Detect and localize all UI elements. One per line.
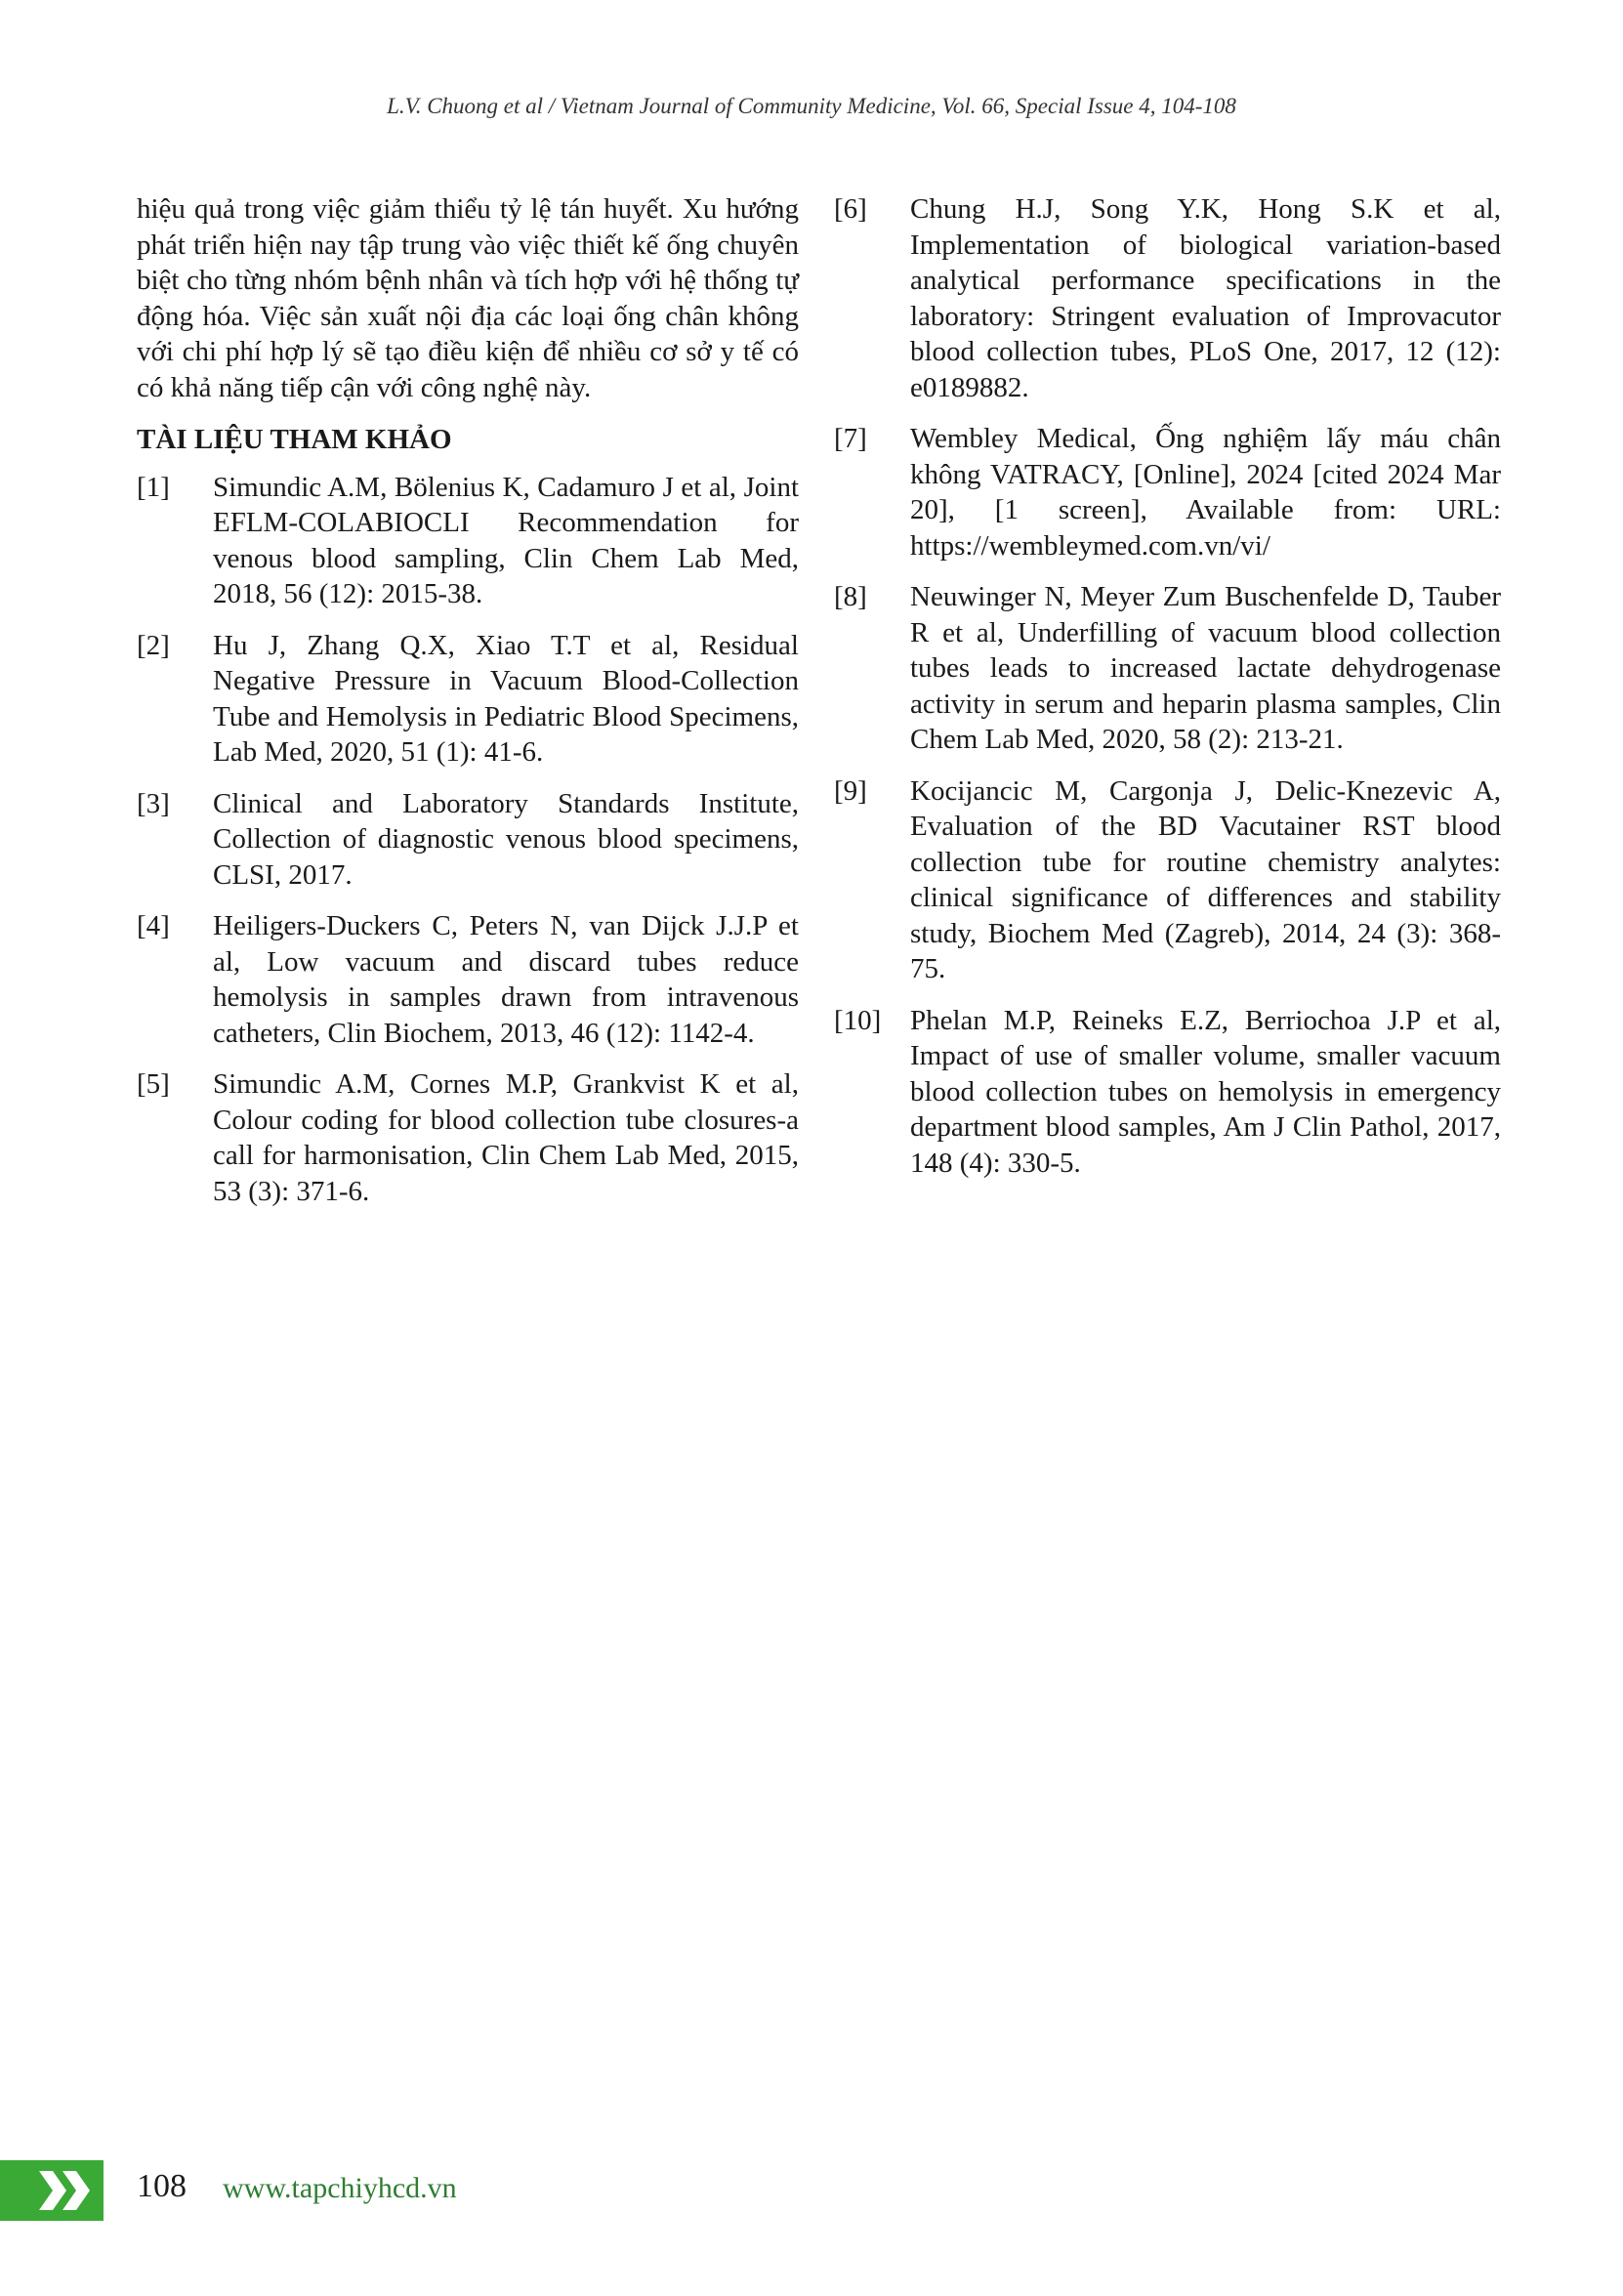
reference-item	[834, 421, 1501, 564]
reference-item	[137, 1066, 799, 1209]
footer-accent-bar	[0, 2160, 104, 2221]
reference-text: Simundic A.M, Bölenius K, Cadamuro J et al, Joint EFLM-COLABIOCLI Recommendation for venous blood sampling, Clin Chem Lab Med, 2018, 56 (12): 2015-38.	[213, 471, 799, 609]
page-number: 108	[137, 2168, 187, 2204]
double-chevron-right-icon	[37, 2169, 96, 2212]
reference-text: Hu J, Zhang Q.X, Xiao T.T et al, Residual Negative Pressure in Vacuum Blood-Collection Tube and Hemolysis in Pediatric Blood Specimens, Lab Med, 2020, 51 (1): 41-6.	[213, 629, 799, 768]
reference-item	[137, 628, 799, 771]
reference-number: [2]	[137, 629, 170, 661]
reference-text: Heiligers-Duckers C, Peters N, van Dijck J.J.P et al, Low vacuum and discard tubes reduce hemolysis in samples drawn from intravenous catheters, Clin Biochem, 2013, 46 (12): 1142-4.	[213, 910, 799, 1049]
references-heading: TÀI LIỆU THAM KHẢO	[137, 424, 452, 455]
reference-text: Chung H.J, Song Y.K, Hong S.K et al, Implementation of biological variation-based analytical performance specifications in the laboratory: Stringent evaluation of Improvacutor blood collection tubes, PLoS One, 2017, 12 (12): e0189882.	[910, 193, 1501, 403]
right-column	[834, 191, 1501, 1196]
reference-number: [8]	[834, 581, 867, 612]
reference-text: Simundic A.M, Cornes M.P, Grankvist K et al, Colour coding for blood collection tube closures-a call for harmonisation, Clin Chem Lab Med, 2015, 53 (3): 371-6.	[213, 1068, 799, 1207]
reference-number: [9]	[834, 774, 867, 807]
reference-item	[137, 908, 799, 1051]
intro-paragraph: hiệu quả trong việc giảm thiểu tỷ lệ tán huyết. Xu hướng phát triển hiện nay tập trung vào việc thiết kế ống chuyên biệt cho từng nhóm bệnh nhân và tích hợp với hệ thống tự động hóa. Việc sản xuất nội địa các loại ống chân không với chi phí hợp lý sẽ tạo điều kiện để nhiều cơ sở y tế có có khả năng tiếp cận với công nghệ này.	[137, 193, 799, 403]
reference-item	[834, 579, 1501, 758]
running-header: L.V. Chuong et al / Vietnam Journal of Community Medicine, Vol. 66, Special Issue 4, 104-108	[387, 94, 1236, 118]
reference-text: Wembley Medical, Ống nghiệm lấy máu chân không VATRACY, [Online], 2024 [cited 2024 Mar 20], [1 screen], Available from: URL: https://wembleymed.com.vn/vi/	[910, 423, 1501, 562]
reference-number: [10]	[834, 1004, 882, 1036]
journal-website-link[interactable]: www.tapchiyhcd.vn	[223, 2172, 457, 2204]
reference-number: [7]	[834, 423, 867, 454]
reference-text: Phelan M.P, Reineks E.Z, Berriochoa J.P et al, Impact of use of smaller volume, smaller vacuum blood collection tubes on hemolysis in emergency department blood samples, Am J Clin Pathol, 2017, 148 (4): 330-5.	[910, 1004, 1501, 1179]
reference-item	[834, 1003, 1501, 1182]
left-column	[137, 191, 799, 1225]
reference-number: [6]	[834, 193, 867, 225]
reference-item	[834, 191, 1501, 405]
reference-text: Neuwinger N, Meyer Zum Buschenfelde D, Tauber R et al, Underfilling of vacuum blood collection tubes leads to increased lactate dehydrogenase activity in serum and heparin plasma samples, Clin Chem Lab Med, 2020, 58 (2): 213-21.	[910, 581, 1501, 755]
reference-item	[137, 786, 799, 894]
reference-text: Kocijancic M, Cargonja J, Delic-Knezevic A, Evaluation of the BD Vacutainer RST blood collection tube for routine chemistry analytes: clinical significance of differences and stability study, Biochem Med (Zagreb), 2014, 24 (3): 368-75.	[910, 774, 1501, 984]
reference-item	[834, 773, 1501, 987]
reference-text: Clinical and Laboratory Standards Institute, Collection of diagnostic venous blood specimens, CLSI, 2017.	[213, 787, 799, 891]
reference-number: [3]	[137, 787, 170, 819]
reference-item	[137, 470, 799, 612]
reference-number: [4]	[137, 910, 170, 941]
reference-number: [5]	[137, 1068, 170, 1100]
reference-number: [1]	[137, 471, 170, 503]
page-footer	[0, 2160, 586, 2221]
